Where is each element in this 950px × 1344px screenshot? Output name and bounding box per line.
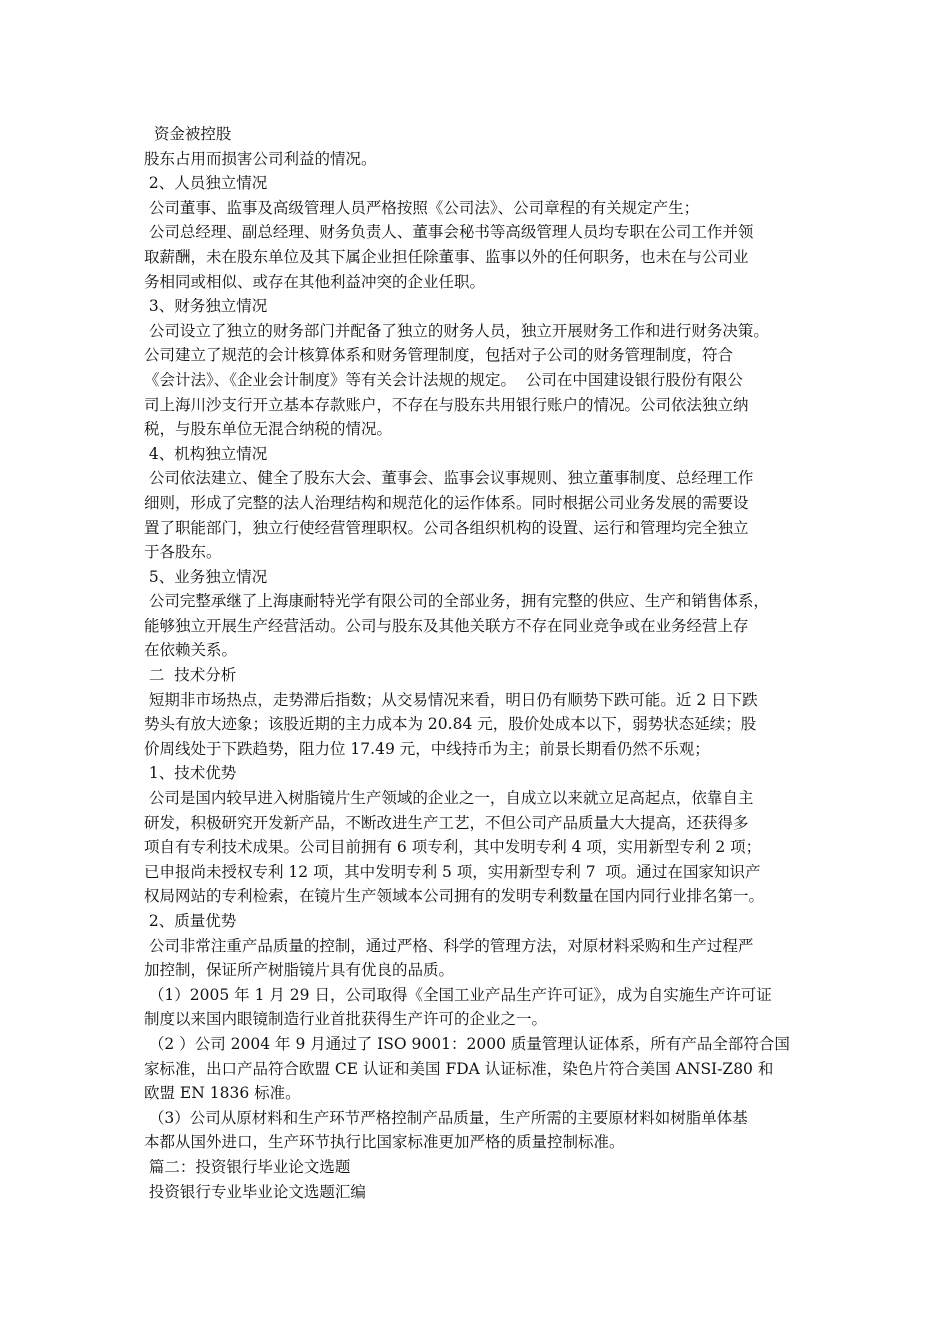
text-line: （3）公司从原材料和生产环节严格控制产品质量，生产所需的主要原材料如树脂单体基 [144,1108,748,1127]
text-line: 家标准，出口产品符合欧盟 CE 认证和美国 FDA 认证标准，染色片符合美国 ANSI-Z80 和 [144,1059,774,1078]
text-line: （1）2005 年 1 月 29 日，公司取得《全国工业产品生产许可证》，成为自实施生产许可证 [144,985,772,1004]
text-line: 投资银行专业毕业论文选题汇编 [144,1182,366,1201]
text-line: 能够独立开展生产经营活动。公司与股东及其他关联方不存在同业竞争或在业务经营上存 [144,616,749,635]
text-line: 公司建立了规范的会计核算体系和财务管理制度，包括对子公司的财务管理制度，符合 [144,346,734,365]
text-line: 司上海川沙支行开立基本存款账户，不存在与股东共用银行账户的情况。公司依法独立纳 [144,395,749,414]
text-line: 研发，积极研究开发新产品，不断改进生产工艺，不但公司产品质量大大提高，还获得多 [144,813,749,832]
text-line: 公司依法建立、健全了股东大会、董事会、监事会议事规则、独立董事制度、总经理工作 [144,469,754,488]
text-line: 于各股东。 [144,543,222,562]
text-line: 公司是国内较早进入树脂镜片生产领域的企业之一，自成立以来就立足高起点，依靠自主 [144,789,754,808]
text-line: 1、技术优势 [144,764,237,783]
text-line: 公司完整承继了上海康耐特光学有限公司的全部业务，拥有完整的供应、生产和销售体系， [144,592,769,611]
text-line: 公司董事、监事及高级管理人员严格按照《公司法》、公司章程的有关规定产生； [144,198,700,217]
text-line: 4、机构独立情况 [144,444,268,463]
text-line: 短期非市场热点，走势滞后指数；从交易情况来看，明日仍有顺势下跌可能。近 2 日下跌 [144,690,758,709]
text-line: 本都从国外进口，生产环节执行比国家标准更加严格的质量控制标准。 [144,1133,625,1152]
text-line: 加控制，保证所产树脂镜片具有优良的品质。 [144,961,455,980]
text-line: 公司总经理、副总经理、财务负责人、董事会秘书等高级管理人员均专职在公司工作并领 [144,223,754,242]
text-line: 股东占用而损害公司利益的情况。 [144,149,377,168]
text-line: 置了职能部门，独立行使经营管理职权。公司各组织机构的设置、运行和管理均完全独立 [144,518,749,537]
text-line: 资金被控股 [144,125,232,143]
document-page [144,122,814,1204]
text-line: 公司设立了独立的财务部门并配备了独立的财务人员，独立开展财务工作和进行财务决策。 [144,321,769,340]
text-line: 势头有放大迹象；该股近期的主力成本为 20.84 元，股价处成本以下，弱势状态延续；股 [144,715,757,734]
text-line: 2、人员独立情况 [144,174,268,193]
text-line: 公司非常注重产品质量的控制，通过严格、科学的管理方法，对原材料采购和生产过程严 [144,936,754,955]
text-line: 2、质量优势 [144,912,237,930]
text-line: 二 技术分析 [144,666,237,685]
text-line: 篇二：投资银行毕业论文选题 [144,1157,351,1176]
text-line: 已申报尚未授权专利 12 项，其中发明专利 5 项，实用新型专利 7 项。通过在国家知识产 [144,862,761,881]
text-line: 在依赖关系。 [144,641,238,660]
text-line: 《会计法》、《企业会计制度》等有关会计法规的规定。 公司在中国建设银行股份有限公 [144,370,743,389]
text-line: 税，与股东单位无混合纳税的情况。 [144,420,393,439]
text-line: 权局网站的专利检索，在镜片生产领域本公司拥有的发明专利数量在国内同行业排名第一。 [144,887,765,906]
text-line: （2 ）公司 2004 年 9 月通过了 ISO 9001：2000 质量管理认证体系，所有产品全部符合国 [144,1034,790,1053]
text-line: 细则，形成了完整的法人治理结构和规范化的运作体系。同时根据公司业务发展的需要设 [144,493,749,512]
text-line: 取薪酬，未在股东单位及其下属企业担任除董事、监事以外的任何职务，也未在与公司业 [144,247,749,266]
text-line: 制度以来国内眼镜制造行业首批获得生产许可的企业之一。 [144,1010,548,1029]
text-line: 务相同或相似、或存在其他利益冲突的企业任职。 [144,272,486,291]
text-line: 欧盟 EN 1836 标准。 [144,1084,301,1103]
text-line: 5、业务独立情况 [144,567,268,586]
text-line: 项自有专利技术成果。公司目前拥有 6 项专利，其中发明专利 4 项，实用新型专利 2 项； [144,838,762,857]
text-line: 价周线处于下跌趋势，阻力位 17.49 元，中线持币为主；前景长期看仍然不乐观； [144,739,710,758]
text-line: 3、财务独立情况 [144,297,268,316]
